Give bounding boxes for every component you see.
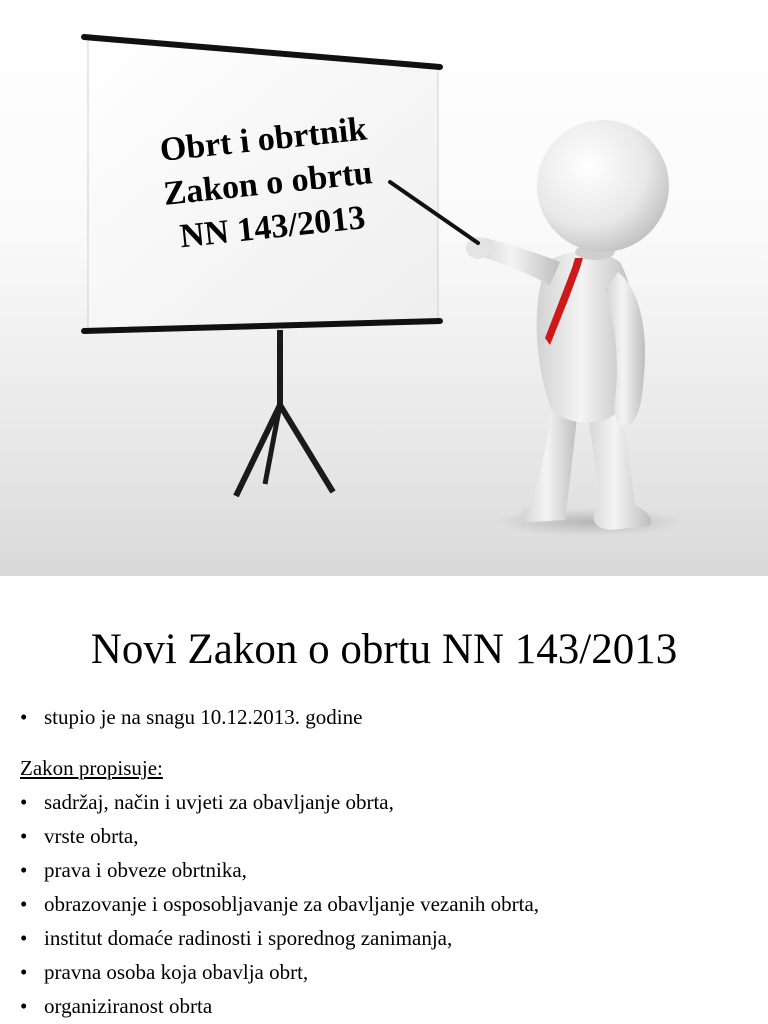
figure-head (537, 120, 669, 252)
list-item (20, 785, 760, 819)
list-item-text: prava i obveze obrtnika, (44, 858, 247, 882)
list-item-text: institut domaće radinosti i sporednog zanimanja, (44, 926, 453, 950)
list-item (20, 989, 760, 1023)
bullet-icon: • (20, 824, 28, 848)
list-item-text: pravna osoba koja obavlja obrt, (44, 960, 309, 984)
bullet-icon: • (20, 705, 28, 729)
bullet-icon: • (20, 960, 28, 984)
list-item-text: organiziranost obrta (44, 994, 213, 1018)
bullet-icon: • (20, 994, 28, 1018)
list-item (20, 955, 760, 989)
list-item-text: obrazovanje i osposobljavanje za obavljanje vezanih obrta, (44, 892, 540, 916)
bullet-icon: • (20, 926, 28, 950)
intro-text: stupio je na snagu 10.12.2013. godine (44, 705, 363, 729)
screen-line-3: NN 143/2013 (178, 199, 368, 256)
list-item (20, 887, 760, 921)
list-item (20, 921, 760, 955)
list-item-text: vrste obrta, (44, 824, 139, 848)
subheading: Zakon propisuje: (20, 756, 163, 780)
screen-line-1: Obrt i obrtnik (158, 110, 369, 170)
bullet-icon: • (20, 892, 28, 916)
screen-line-2: Zakon o obrtu (161, 154, 375, 213)
list-item (20, 853, 760, 887)
slide-2-title: Novi Zakon o obrtu NN 143/2013 (90, 626, 678, 673)
list-item (20, 819, 760, 853)
list-item-text: sadržaj, način i uvjeti za obavljanje obrta, (44, 790, 394, 814)
bullet-icon: • (20, 790, 28, 814)
slide-2-content (20, 700, 760, 1023)
list-item (20, 700, 760, 734)
tripod-stand (236, 330, 333, 496)
bullet-icon: • (20, 858, 28, 882)
